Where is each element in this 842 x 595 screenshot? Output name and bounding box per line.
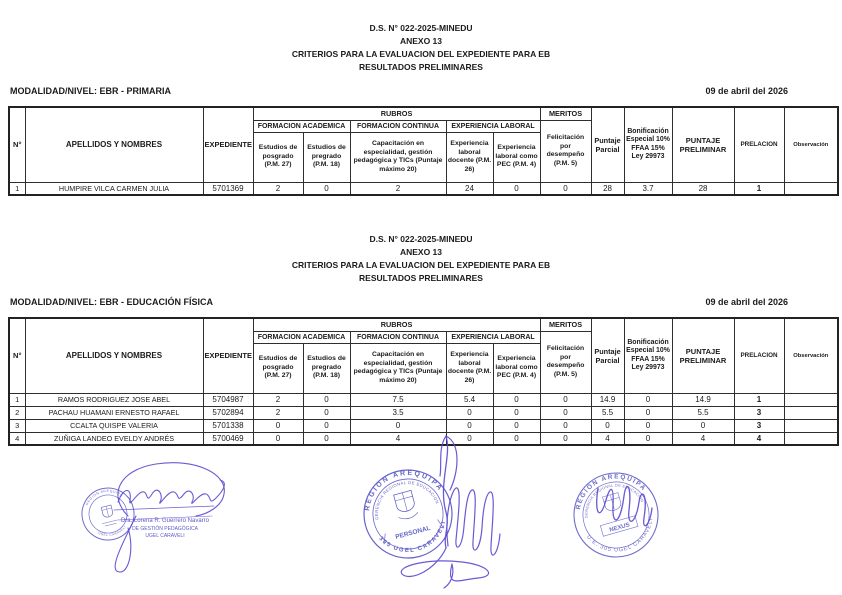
col-num: N° — [9, 107, 25, 182]
cell-exp-docente: 0 — [446, 406, 493, 419]
doc-title-line3: CRITERIOS PARA LA EVALUACION DEL EXPEDIENTE PARA EB — [291, 260, 551, 270]
cell-num: 4 — [9, 432, 25, 445]
cell-expediente: 5701369 — [203, 182, 253, 195]
cell-parcial: 5.5 — [591, 406, 624, 419]
cell-exp-docente: 5.4 — [446, 393, 493, 406]
meta-row-primaria — [0, 86, 842, 96]
col-group-formacion-continua: FORMACION CONTINUA — [350, 120, 446, 132]
col-puntaje-preliminar: PUNTAJE PRELIMINAR — [672, 107, 734, 182]
cell-exp-pec: 0 — [493, 182, 540, 195]
cell-exp-pec: 0 — [493, 419, 540, 432]
svg-text:UGEL CARAVELI — [97, 524, 129, 540]
col-observacion: Observación — [784, 107, 838, 182]
cell-observacion — [784, 182, 838, 195]
round-stamp-personal — [354, 460, 462, 568]
cell-posgrado: 0 — [253, 432, 303, 445]
doc-title-line2: ANEXO 13 — [399, 247, 443, 257]
meta-row-educacion-fisica — [0, 297, 842, 307]
cell-exp-docente: 0 — [446, 432, 493, 445]
table-header — [9, 318, 838, 393]
cell-preliminar: 28 — [672, 182, 734, 195]
col-felicitacion: Felicitación por desempeño (P.M. 5) — [540, 120, 591, 182]
cell-parcial: 4 — [591, 432, 624, 445]
cell-capacitacion: 4 — [350, 432, 446, 445]
cell-prelacion: 4 — [734, 432, 784, 445]
stamps-and-signatures — [0, 430, 842, 595]
col-experiencia-docente: Experiencia laboral docente (P.M. 26) — [446, 132, 493, 182]
cell-expediente: 5700469 — [203, 432, 253, 445]
cell-observacion — [784, 406, 838, 419]
stamp-rim-text: UGEL CARAVELI — [97, 524, 127, 538]
cell-capacitacion: 7.5 — [350, 393, 446, 406]
stamp-rim-text: U.E. 305 UGEL CARAVELI — [585, 517, 655, 554]
cell-preliminar: 4 — [672, 432, 734, 445]
cell-exp-docente: 24 — [446, 182, 493, 195]
cell-name: ZUÑIGA LANDEO EVELDY ANDRÉS — [25, 432, 203, 445]
cell-prelacion: 1 — [734, 182, 784, 195]
col-felicitacion: Felicitación por desempeño (P.M. 5) — [540, 331, 591, 393]
col-group-meritos: MERITOS — [540, 107, 591, 120]
stamp-rim-text: GERENCIA REGIONAL DE EDUCACION — [584, 483, 645, 519]
cell-bonificacion: 0 — [624, 419, 672, 432]
cell-name: HUMPIRE VILCA CARMEN JULIA — [25, 182, 203, 195]
doc-header-primaria — [0, 0, 842, 74]
stamp-rim-text: REGION AREQUIPA — [364, 469, 445, 512]
cell-felicitacion: 0 — [540, 182, 591, 195]
cell-felicitacion: 0 — [540, 432, 591, 445]
modalidad-nivel-label: MODALIDAD/NIVEL: EBR - PRIMARIA — [10, 86, 171, 96]
cell-felicitacion: 0 — [540, 393, 591, 406]
col-prelacion: PRELACION — [734, 318, 784, 393]
col-puntaje-preliminar: PUNTAJE PRELIMINAR — [672, 318, 734, 393]
coat-of-arms-icon — [393, 490, 419, 521]
signature-middle — [401, 436, 500, 588]
signer-role: DE GESTIÓN PEDAGÓGICA — [132, 526, 198, 532]
cell-pregrado: 0 — [303, 182, 350, 195]
cell-preliminar: 14.9 — [672, 393, 734, 406]
cell-parcial: 0 — [591, 419, 624, 432]
cell-posgrado: 2 — [253, 393, 303, 406]
stamp-rim-text: REGION AREQUIPA — [574, 473, 648, 511]
cell-bonificacion: 0 — [624, 432, 672, 445]
cell-num: 1 — [9, 393, 25, 406]
col-names: APELLIDOS Y NOMBRES — [25, 318, 203, 393]
coat-of-arms-icon — [101, 505, 113, 518]
cell-felicitacion: 0 — [540, 406, 591, 419]
cell-bonificacion: 3.7 — [624, 182, 672, 195]
doc-header-educacion-fisica — [0, 196, 842, 285]
results-table-educacion-fisica — [8, 317, 839, 446]
col-group-formacion-academica: FORMACION ACADEMICA — [253, 120, 350, 132]
cell-parcial: 14.9 — [591, 393, 624, 406]
col-puntaje-parcial: Puntaje Parcial — [591, 107, 624, 182]
signature-left — [114, 463, 224, 572]
col-expediente: EXPEDIENTE — [203, 107, 253, 182]
stamp-center-label: PERSONAL — [394, 524, 432, 541]
svg-text:U.E. 305 UGEL CARAVELI — [584, 516, 661, 562]
cell-expediente: 5701338 — [203, 419, 253, 432]
col-estudios-posgrado: Estudios de posgrado (P.M. 27) — [253, 132, 303, 182]
stamp-center-label: NEXUS — [608, 522, 631, 534]
doc-title-line2: ANEXO 13 — [399, 36, 443, 46]
col-puntaje-parcial: Puntaje Parcial — [591, 318, 624, 393]
modalidad-nivel-label: MODALIDAD/NIVEL: EBR - EDUCACIÓN FÍSICA — [10, 297, 213, 307]
cell-num: 2 — [9, 406, 25, 419]
cell-num: 3 — [9, 419, 25, 432]
col-num: N° — [9, 318, 25, 393]
col-group-experiencia-laboral: EXPERIENCIA LABORAL — [446, 120, 540, 132]
cell-expediente: 5702894 — [203, 406, 253, 419]
cell-pregrado: 0 — [303, 432, 350, 445]
col-estudios-pregrado: Estudios de pregrado (P.M. 18) — [303, 132, 350, 182]
cell-capacitacion: 2 — [350, 182, 446, 195]
cell-felicitacion: 0 — [540, 419, 591, 432]
cell-observacion — [784, 393, 838, 406]
table-header — [9, 107, 838, 182]
col-group-experiencia-laboral: EXPERIENCIA LABORAL — [446, 331, 540, 343]
doc-title-line4: RESULTADOS PRELIMINARES — [359, 273, 483, 283]
doc-title-line4: RESULTADOS PRELIMINARES — [359, 62, 483, 72]
cell-capacitacion: 3.5 — [350, 406, 446, 419]
cell-pregrado: 0 — [303, 406, 350, 419]
cell-name: CCALTA QUISPE VALERIA — [25, 419, 203, 432]
col-prelacion: PRELACION — [734, 107, 784, 182]
svg-text:REGION AREQUIPA — [357, 461, 445, 513]
cell-prelacion: 1 — [734, 393, 784, 406]
col-capacitacion: Capacitación en especialidad, gestión pedagógica y TICs (Puntaje máximo 20) — [350, 132, 446, 182]
cell-posgrado: 0 — [253, 419, 303, 432]
col-experiencia-docente: Experiencia laboral docente (P.M. 26) — [446, 343, 493, 393]
round-stamp-nexus — [564, 463, 668, 567]
col-expediente: EXPEDIENTE — [203, 318, 253, 393]
cell-expediente: 5704987 — [203, 393, 253, 406]
cell-prelacion: 3 — [734, 406, 784, 419]
col-observacion: Observación — [784, 318, 838, 393]
results-table-primaria — [8, 106, 839, 196]
col-group-formacion-continua: FORMACION CONTINUA — [350, 331, 446, 343]
col-bonificacion: Bonificación Especial 10% FFAA 15% Ley 29973 — [624, 107, 672, 182]
stamp-rim-text: 305 UGEL CARAVELI — [377, 519, 448, 555]
cell-capacitacion: 0 — [350, 419, 446, 432]
cell-prelacion: 3 — [734, 419, 784, 432]
document-date: 09 de abril del 2026 — [705, 297, 788, 307]
col-experiencia-pec: Experiencia laboral como PEC (P.M. 4) — [493, 343, 540, 393]
cell-num: 1 — [9, 182, 25, 195]
cell-pregrado: 0 — [303, 419, 350, 432]
table-row — [9, 182, 838, 195]
col-experiencia-pec: Experiencia laboral como PEC (P.M. 4) — [493, 132, 540, 182]
cell-parcial: 28 — [591, 182, 624, 195]
cell-exp-pec: 0 — [493, 432, 540, 445]
col-capacitacion: Capacitación en especialidad, gestión pedagógica y TICs (Puntaje máximo 20) — [350, 343, 446, 393]
table-row — [9, 406, 838, 419]
cell-preliminar: 5.5 — [672, 406, 734, 419]
cell-name: RAMOS RODRIGUEZ JOSE ABEL — [25, 393, 203, 406]
cell-posgrado: 2 — [253, 406, 303, 419]
cell-exp-docente: 0 — [446, 419, 493, 432]
cell-posgrado: 2 — [253, 182, 303, 195]
signer-office: UGEL CARAVELI — [145, 533, 185, 539]
stamp-rim-text: GERENCIA REGIONAL DE EDUCACION — [373, 479, 441, 521]
col-estudios-pregrado: Estudios de pregrado (P.M. 18) — [303, 343, 350, 393]
doc-title-line1: D.S. N° 022-2025-MINEDU — [369, 234, 473, 244]
col-group-rubros: RUBROS — [253, 107, 540, 120]
doc-title-line3: CRITERIOS PARA LA EVALUACION DEL EXPEDIENTE PARA EB — [291, 49, 551, 59]
cell-pregrado: 0 — [303, 393, 350, 406]
col-bonificacion: Bonificación Especial 10% FFAA 15% Ley 29973 — [624, 318, 672, 393]
stamp-rim-text: REGION AREQUIPA — [84, 488, 124, 506]
col-group-meritos: MERITOS — [540, 318, 591, 331]
col-names: APELLIDOS Y NOMBRES — [25, 107, 203, 182]
cell-name: PACHAU HUAMANI ERNESTO RAFAEL — [25, 406, 203, 419]
document-date: 09 de abril del 2026 — [705, 86, 788, 96]
cell-bonificacion: 0 — [624, 406, 672, 419]
cell-bonificacion: 0 — [624, 393, 672, 406]
cell-preliminar: 0 — [672, 419, 734, 432]
col-group-rubros: RUBROS — [253, 318, 540, 331]
cell-exp-pec: 0 — [493, 406, 540, 419]
signer-name: Dra. Lorena R. Guerrero Navarro — [120, 518, 210, 524]
doc-title-line1: D.S. N° 022-2025-MINEDU — [369, 23, 473, 33]
col-group-formacion-academica: FORMACION ACADEMICA — [253, 331, 350, 343]
table-row — [9, 393, 838, 406]
cell-exp-pec: 0 — [493, 393, 540, 406]
col-estudios-posgrado: Estudios de posgrado (P.M. 27) — [253, 343, 303, 393]
